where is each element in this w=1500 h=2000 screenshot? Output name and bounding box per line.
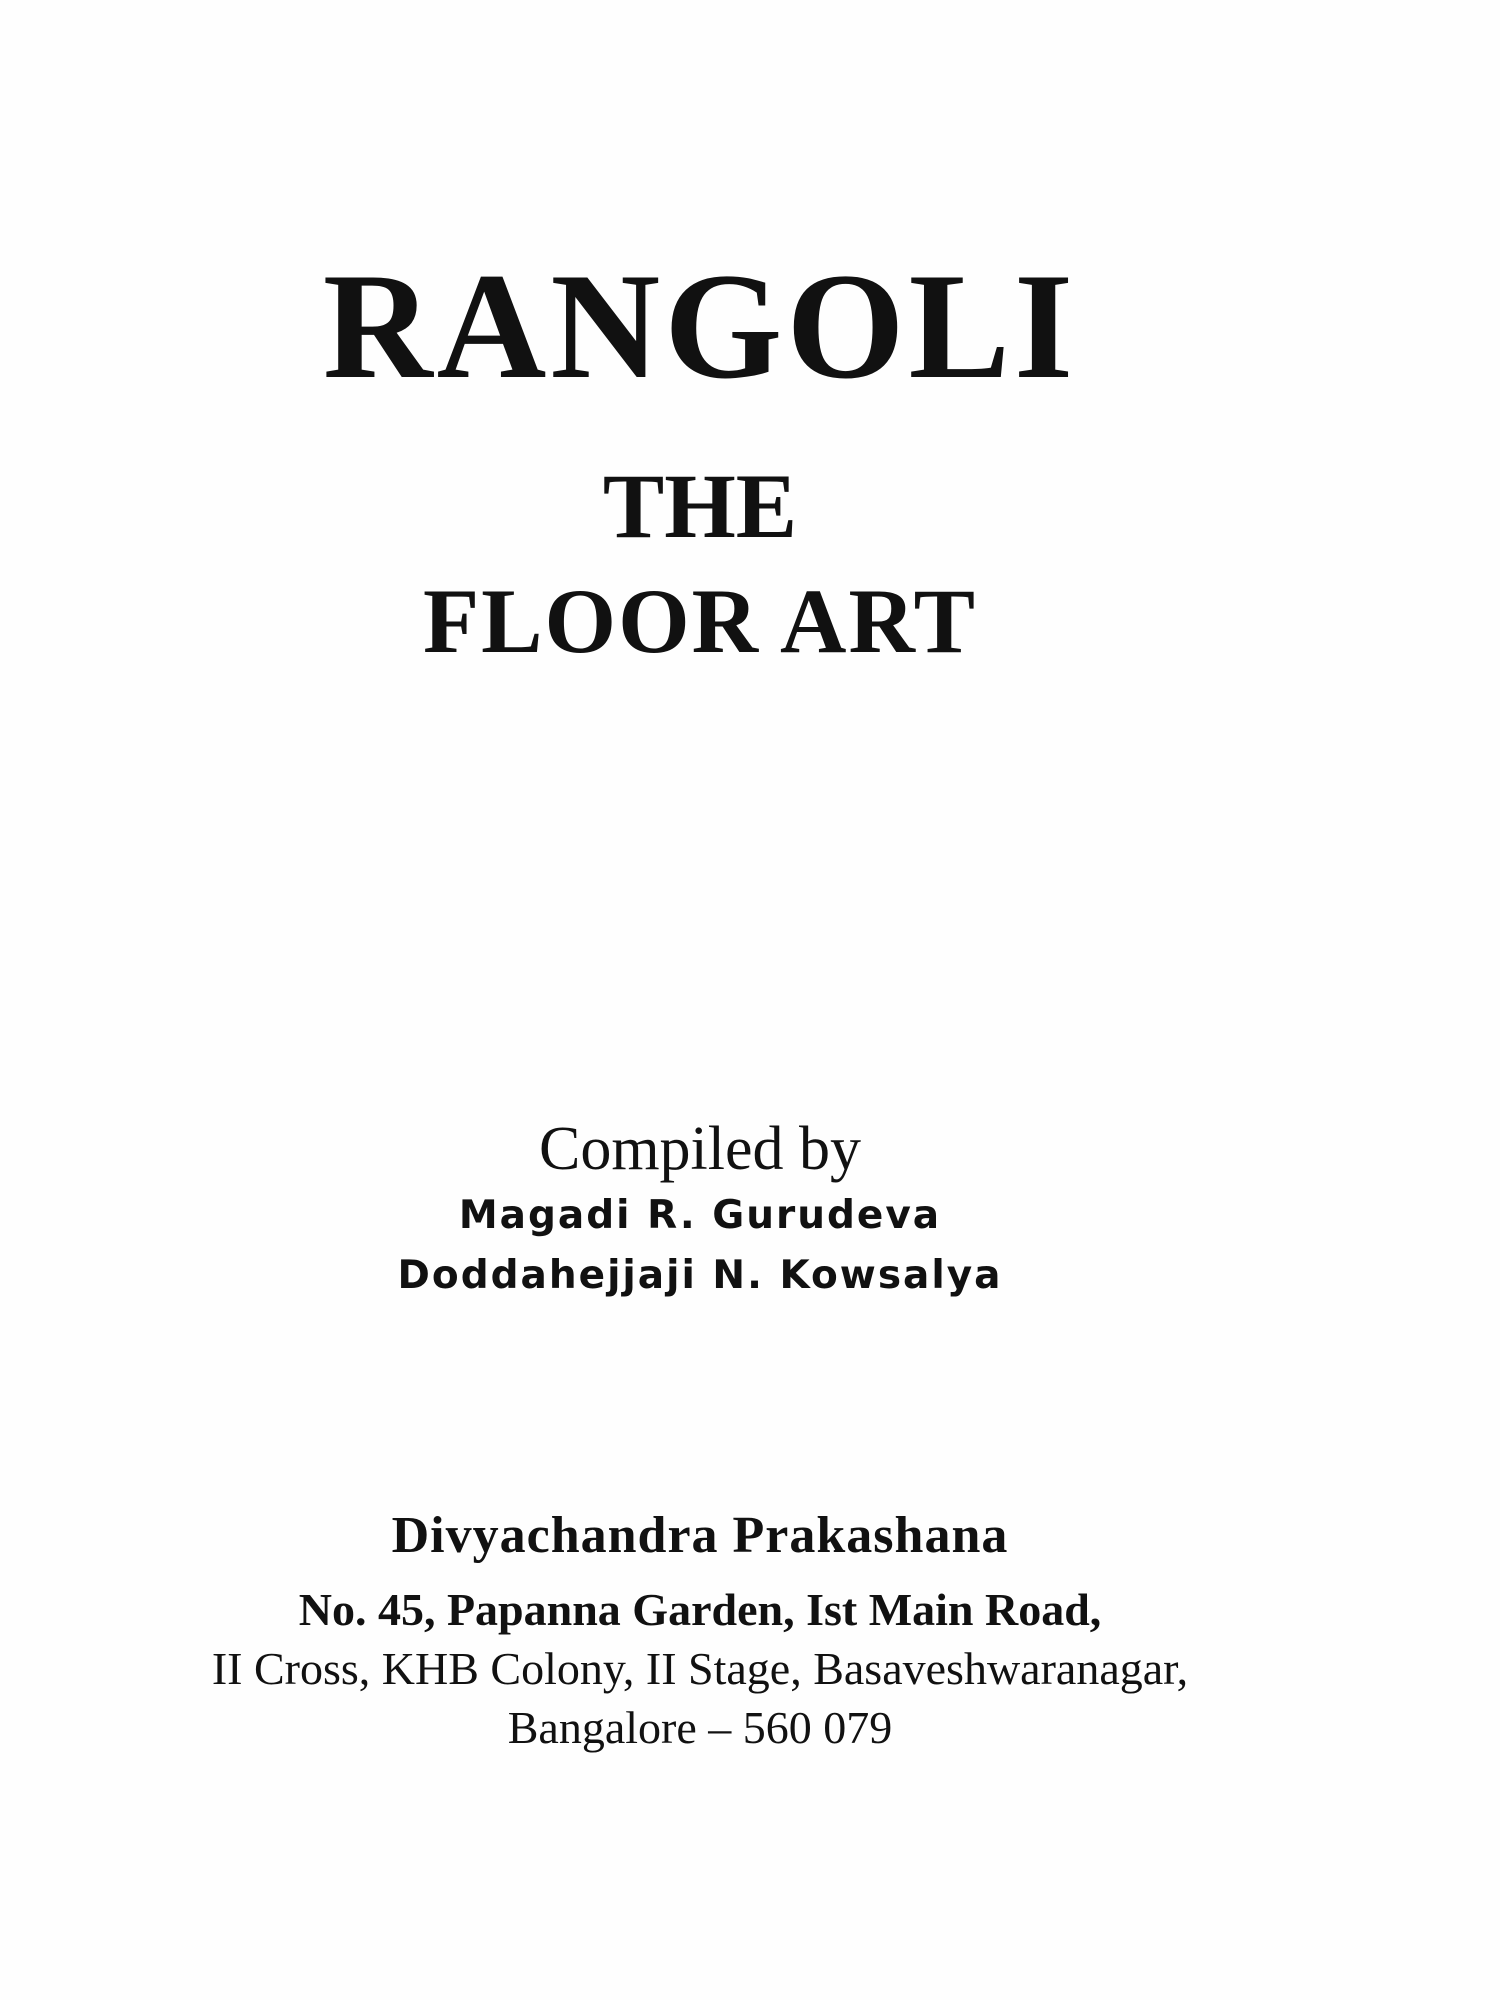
compiled-by-label: Compiled by: [538, 1115, 862, 1183]
author-name: Doddahejjaji N. Kowsalya: [397, 1253, 1003, 1298]
publisher-address-line: II Cross, KHB Colony, II Stage, Basaveshwaranagar,: [211, 1643, 1189, 1694]
publisher-name: Divyachandra Prakashana: [391, 1507, 1009, 1564]
author-name: Magadi R. Gurudeva: [458, 1193, 942, 1238]
book-subtitle-line-2: FLOOR ART: [422, 570, 978, 672]
publisher-address-line: Bangalore – 560 079: [507, 1702, 893, 1753]
book-subtitle-line-1: THE: [602, 455, 798, 557]
book-title: RANGOLI: [322, 242, 1078, 410]
publisher-address-line: No. 45, Papanna Garden, Ist Main Road,: [298, 1584, 1102, 1635]
